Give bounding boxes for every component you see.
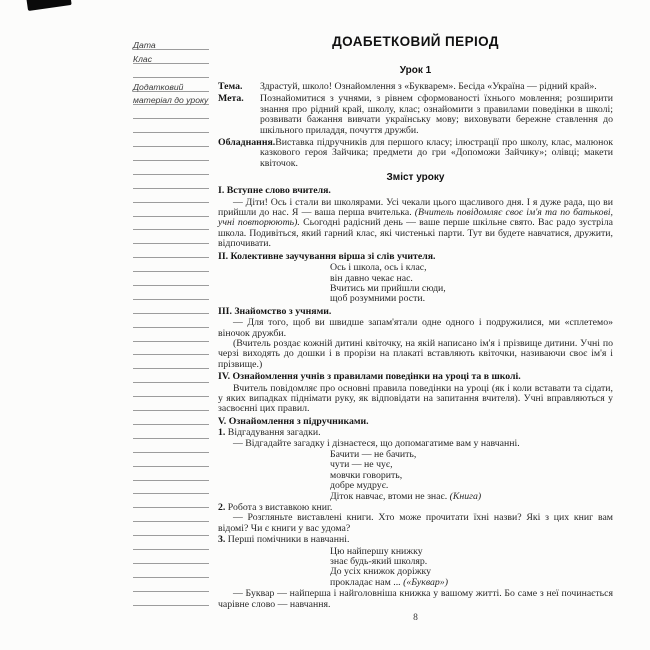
- scan-artifact-mark: [26, 0, 71, 11]
- margin-line: [133, 355, 209, 369]
- margin-line: [133, 328, 209, 342]
- margin-line: [133, 578, 209, 592]
- margin-line: [133, 217, 209, 231]
- section-subheading: 3. Перші помічники в навчанні.: [218, 534, 350, 546]
- margin-line: [133, 314, 209, 328]
- margin-line: [133, 64, 209, 78]
- section-subheading: 1. Відгадування загадки.: [218, 427, 321, 439]
- margin-line: [133, 494, 209, 508]
- meta-list: [218, 82, 613, 169]
- section-paragraph: (Вчитель роздає кожній дитині квіточку, на якій написано ім'я і прізвище дитини. Учні по черзі виходять до дошки і в прорізи на плакаті вставляють квіточки, називаючи своє ім'я і прізвище.): [218, 337, 613, 370]
- margin-line: [133, 203, 209, 217]
- section-paragraph: Вчитель повідомляє про основні правила поведінки на уроці (як і коли вставати та сідати, у яких випадках піднімати руку, як відповідати на запитання вчителя). Учні вправляються у засвоєнні цих правил.: [218, 382, 613, 415]
- margin-line: [133, 481, 209, 495]
- page-title: ДОАБЕТКОВИЙ ПЕРІОД: [332, 34, 499, 49]
- margin-line: [133, 425, 209, 439]
- section-paragraph: — Розгляньте виставлені книги. Хто може прочитати їхні назви? Які з цих книг вам відомі? Чи є книги у вас удома?: [218, 512, 613, 534]
- margin-line: [133, 592, 209, 606]
- content-title: Зміст уроку: [386, 172, 445, 184]
- meta-row: Мета. Познайомитися з учнями, з рівнем сформованості їхнього мовлення; розширити знання про рідний край, школу, клас; ознайомити з правилами поведінки в школі; розвивати бажання вивчати українську мову; виховувати бережне ставлення до шкільного приладдя, почуття дружби.: [218, 93, 613, 136]
- lesson-page: [218, 34, 613, 610]
- margin-line: [133, 258, 209, 272]
- lesson-title: Урок 1: [399, 65, 432, 76]
- section-heading: III. Знайомство з учнями.: [218, 305, 332, 317]
- margin-line: [133, 383, 209, 397]
- section-verse: Цю найпершу книжку знає будь-який школяр. До усіх книжок доріжку прокладає нам ... («Буквар»): [330, 545, 448, 588]
- margin-line: [133, 161, 209, 175]
- margin-line: [133, 411, 209, 425]
- margin-line-label: Дата: [133, 39, 156, 50]
- margin-line: [133, 286, 209, 300]
- margin-line: [133, 300, 209, 314]
- margin-line: [133, 78, 209, 92]
- lesson-content: [218, 186, 613, 610]
- section-heading: IV. Ознайомлення учнів з правилами поведінки на уроці та в школі.: [218, 371, 521, 383]
- margin-line: [133, 105, 209, 119]
- margin-line-label: матеріал до уроку: [133, 95, 209, 106]
- section-paragraph: — Відгадайте загадку і дізнаєтеся, що допомагатиме вам у навчанні.: [233, 437, 520, 449]
- margin-line: [133, 369, 209, 383]
- margin-line-label: Додатковий: [133, 81, 184, 92]
- margin-line-label: Клас: [133, 53, 152, 64]
- section-verse: Бачити — не бачить, чути — не чує, мовчки говорить, добре мудрує. Діток навчає, втоми не знає. (Книга): [330, 449, 482, 502]
- margin-line: [133, 467, 209, 481]
- section-subheading: 2. Робота з виставкою книг.: [218, 502, 333, 514]
- margin-line: [133, 230, 209, 244]
- margin-line: [133, 564, 209, 578]
- section-paragraph: — Для того, щоб ви швидше запам'ятали одне одного і подружилися, ми «сплетемо» віночок дружби.: [218, 317, 613, 339]
- section-paragraph: — Діти! Ось і стали ви школярами. Усі чекали цього щасливого дня. І я дуже рада, що ви прийшли до нас. Я — ваша перша вчителька. (Вчитель повідомляє своє ім'я та по батькові, учні повторюють). Сьогодні радісний день — ваше перше шкільне свято. Вас радо зустріла школа. Подивіться, який гарний клас, які чистенькі парти. Тут ви будете навчатися, дружити, відпочивати.: [218, 196, 613, 250]
- section-verse: Ось і школа, ось і клас, він давно чекає нас. Вчитись ми прийшли сюди, щоб розумними рости.: [330, 262, 446, 305]
- margin-line: [133, 189, 209, 203]
- margin-line: [133, 439, 209, 453]
- margin-line: [133, 119, 209, 133]
- margin-line: [133, 92, 209, 106]
- meta-label: Тема.: [218, 81, 243, 92]
- margin-line: [133, 244, 209, 258]
- margin-line: [133, 508, 209, 522]
- margin-line: [133, 453, 209, 467]
- meta-row: Обладнання.Виставка підручників для першого класу; ілюстрації про школу, клас, малюнок казкового героя Зайчика; предмети до гри «Допоможи Зайчику»; олівці; макети квіточок.: [218, 137, 613, 169]
- section-paragraph: — Буквар — найперша і найголовніша книжка у вашому житті. Бо саме з неї починається чарівне слово — навчання.: [218, 588, 613, 610]
- margin-line: [133, 36, 209, 50]
- meta-label: Обладнання.: [218, 137, 276, 149]
- margin-line: [133, 397, 209, 411]
- section-heading: I. Вступне слово вчителя.: [218, 185, 331, 197]
- margin-line: [133, 175, 209, 189]
- margin-line: [133, 50, 209, 64]
- margin-line: [133, 133, 209, 147]
- page-number: 8: [413, 613, 418, 623]
- section-heading: II. Колективне заучування вірша зі слів учителя.: [218, 250, 436, 262]
- margin-line: [133, 522, 209, 536]
- meta-row: Тема. Здрастуй, школо! Ознайомлення з «Букварем». Бесіда «Україна — рідний край».: [218, 81, 597, 92]
- margin-line: [133, 342, 209, 356]
- margin-line: [133, 272, 209, 286]
- margin-line: [133, 147, 209, 161]
- margin-column: [133, 36, 209, 606]
- margin-line: [133, 536, 209, 550]
- section-heading: V. Ознайомлення з підручниками.: [218, 415, 369, 427]
- meta-label: Мета.: [218, 93, 244, 105]
- margin-line: [133, 550, 209, 564]
